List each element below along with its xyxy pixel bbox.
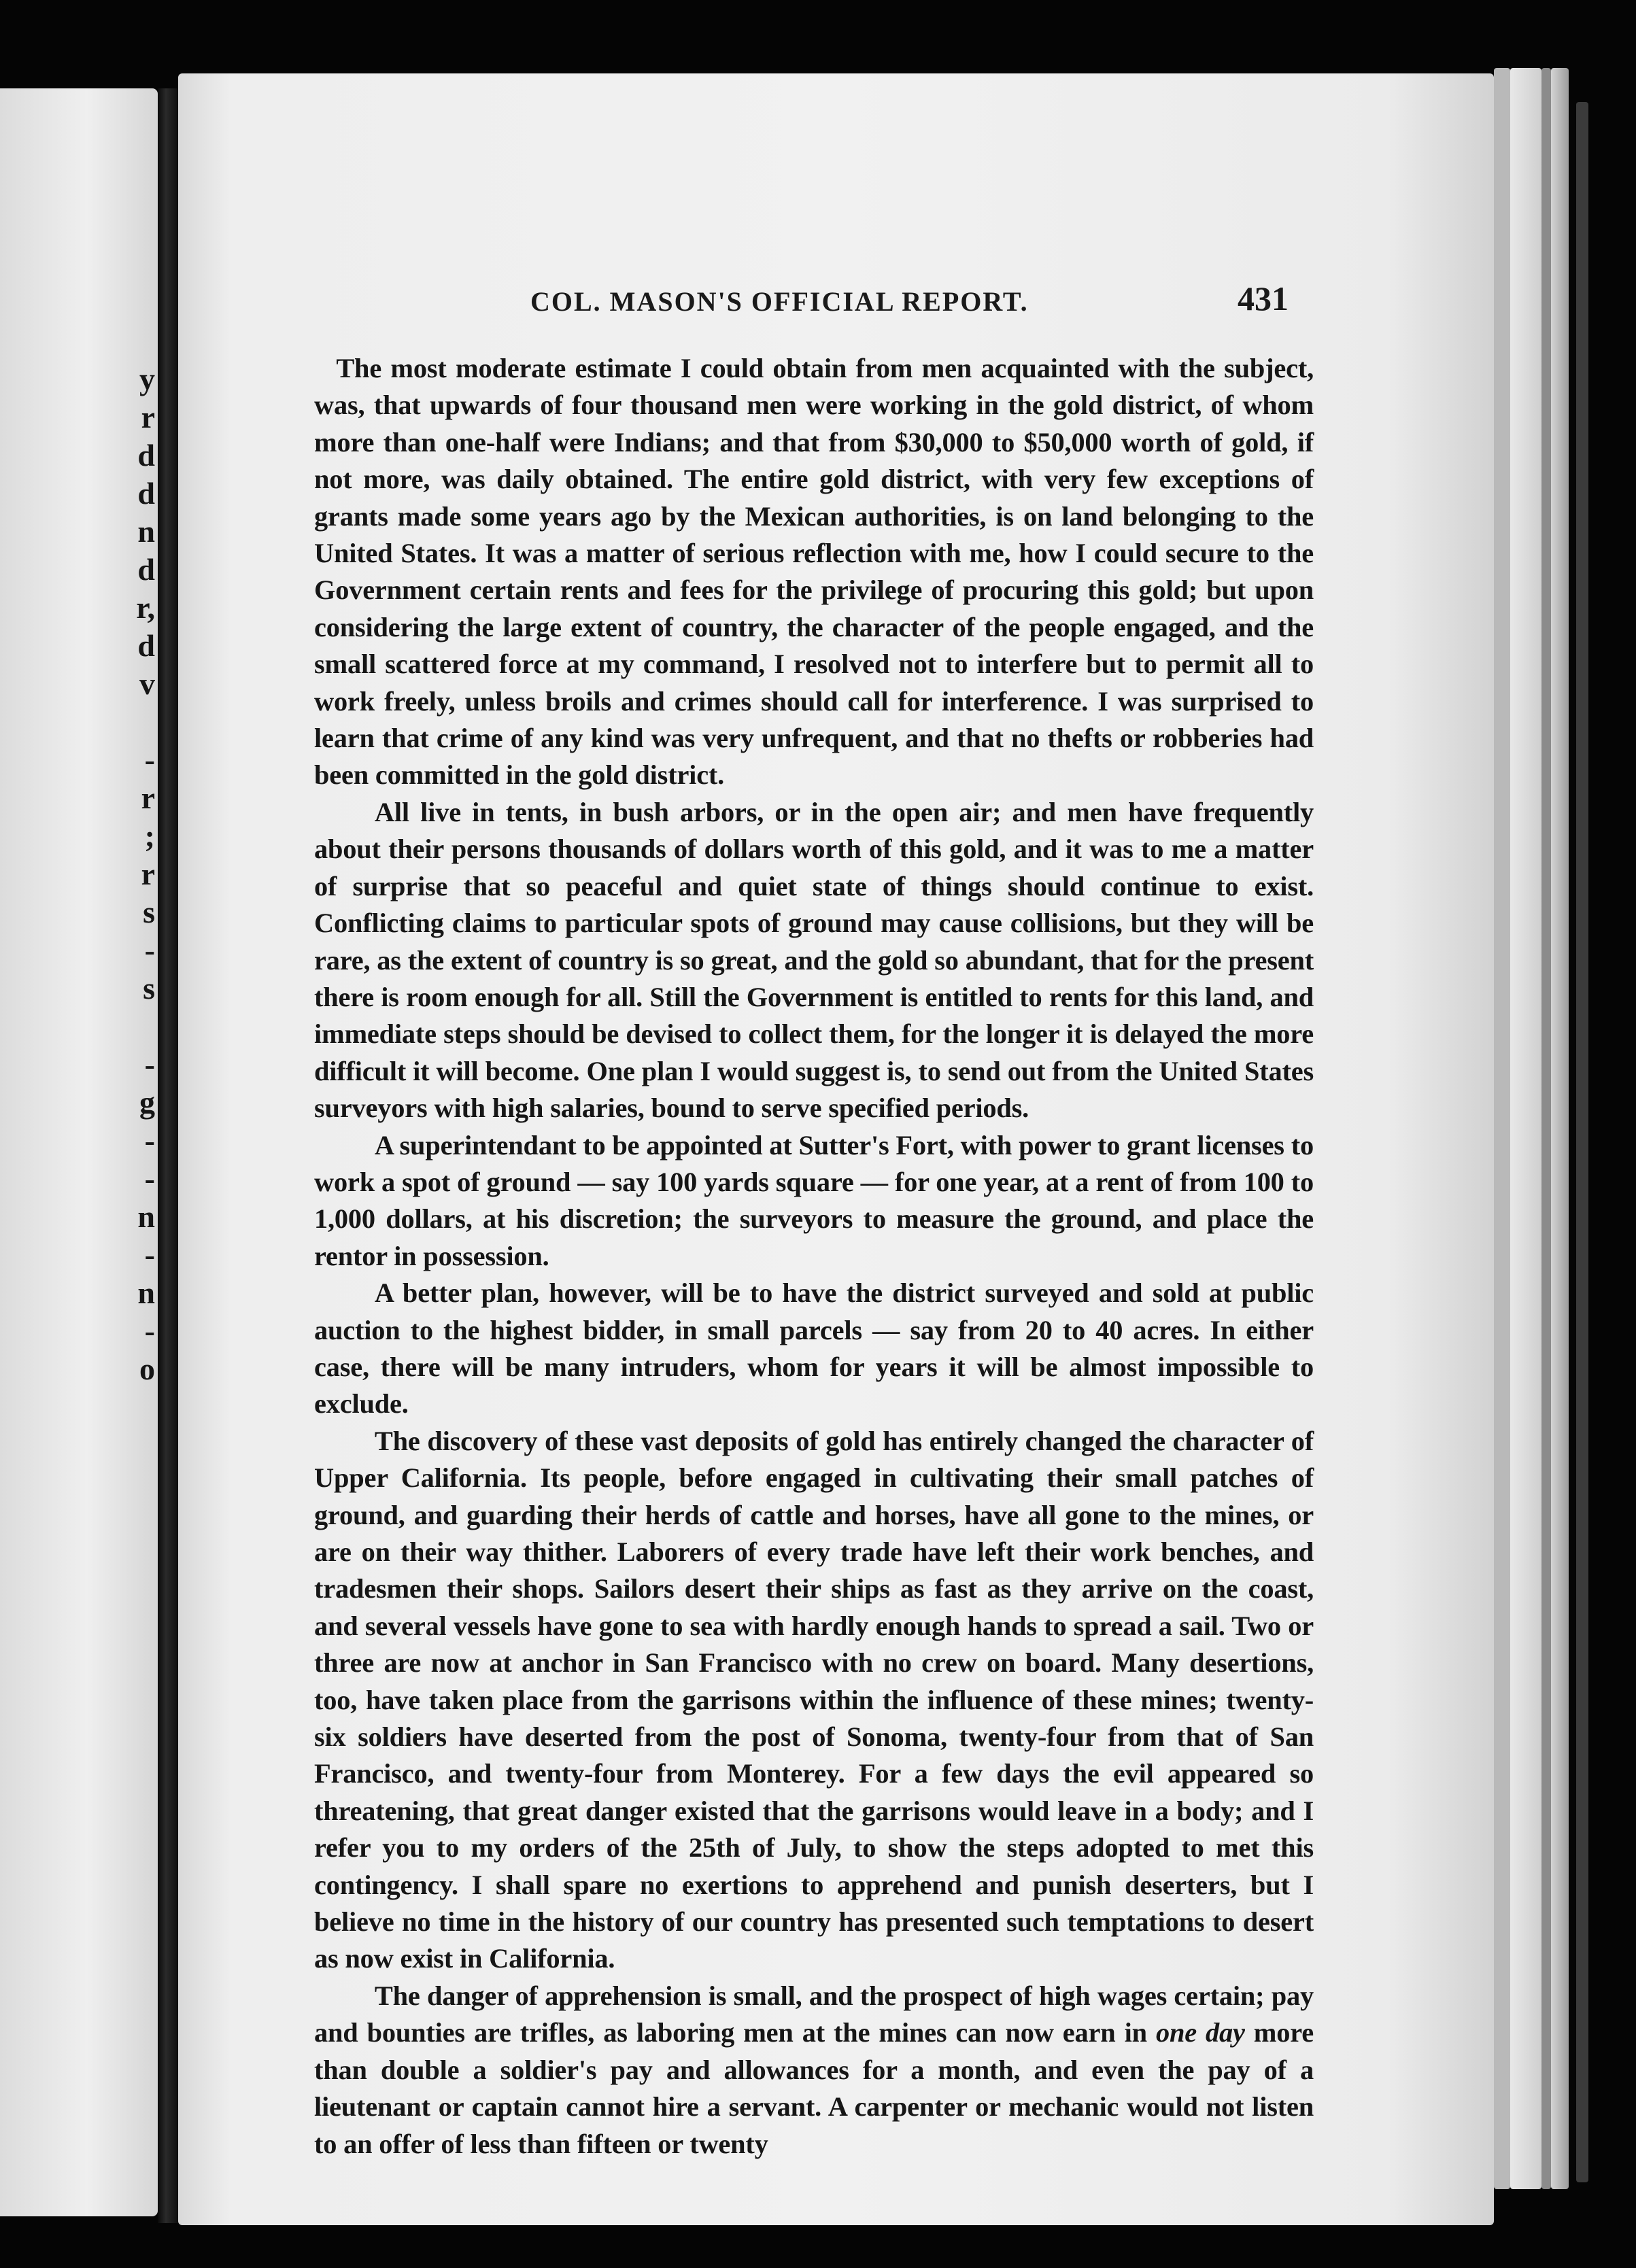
fragment: r, (136, 590, 155, 625)
fragment: s (143, 895, 155, 929)
running-head: COL. MASON'S OFFICIAL REPORT. (530, 286, 1029, 317)
page-stack-edge (1551, 68, 1569, 2189)
fragment: - (144, 1123, 155, 1158)
fragment: r (141, 780, 155, 815)
fragment (128, 1008, 155, 1046)
fragment: - (144, 742, 155, 777)
fragment: v (139, 666, 155, 701)
page-stack-edge (1541, 68, 1551, 2189)
fragment: n (137, 514, 155, 549)
facing-page-text-fragments (128, 360, 155, 1388)
fragment: ; (144, 819, 155, 853)
fragment: n (137, 1275, 155, 1310)
paragraph-6 (314, 1978, 1314, 2163)
page-stack-edge (1576, 102, 1588, 2182)
paragraph-6-lead: The danger of apprehension is small, and the prospect of high wages certain; pay and bounties are trifles, as laboring men at the mines can now earn in (314, 1980, 1314, 2048)
paragraph-5: The discovery of these vast deposits of gold has entirely changed the character of Upper California. Its people, before engaged in cultivating their small patches of ground, and guarding their herds of cattle and horses, have all gone to the mines, or are on their way thither. Laborers of every trade have left their work benches, and tradesmen their shops. Sailors desert their ships as fast as they arrive on the coast, and several vessels have gone to sea with hardly enough hands to spread a sail. Two or three are now at anchor in San Francisco with no crew on board. Many desertions, too, have taken place from the garrisons within the influence of these mines; twenty-six soldiers have deserted from the post of Sonoma, twenty-four from that of San Francisco, and twenty-four from Monterey. For a few days the evil appeared so threatening, that great danger existed that the garrisons would leave in a body; and I refer you to my orders of the 25th of July, to show the steps adopted to met this contingency. I shall spare no exertions to apprehend and punish deserters, but I believe no time in the history of our country has presented such temptations to desert as now exist in California. (314, 1425, 1314, 1974)
fragment: - (144, 1161, 155, 1196)
fragment: - (144, 1313, 155, 1348)
fragment (128, 703, 155, 741)
facing-page-edge (0, 88, 158, 2216)
fragment: g (139, 1085, 155, 1120)
page-number: 431 (1238, 279, 1289, 317)
paragraph-1: The most moderate estimate I could obtain from men acquainted with the subject, was, that upwards of four thousand men were working in the gold district, of whom more than one-half were Indians; and that from $30,000 to $50,000 worth of gold, if not more, was daily obtained. The entire gold district, with very few exceptions of grants made some years ago by the Mexican authorities, is on land belonging to the United States. It was a matter of serious reflection with me, how I could secure to the Government certain rents and fees for the privilege of procuring this gold; but upon considering the large extent of country, the character of the people engaged, and the small scattered force at my command, I resolved not to interfere but to permit all to work freely, unless broils and crimes should call for interference. I was surprised to learn that crime of any kind was very unfrequent, and that no thefts or robberies had been committed in the gold district. (314, 353, 1314, 791)
fragment: o (139, 1352, 155, 1386)
emphasis-one-day: one day (1155, 2017, 1245, 2048)
report-body (314, 350, 1314, 2163)
paragraph-2: All live in tents, in bush arbors, or in the open air; and men have frequently about their persons thousands of dollars worth of this gold, and it was to me a matter of surprise that so peaceful and quiet state of things should continue to exist. Conflicting claims to particular spots of ground may cause collisions, but they will be rare, as the extent of country is so great, and the gold so abundant, that for the present there is room enough for all. Still the Government is entitled to rents for this land, and immediate steps should be devised to collect them, for the longer it is delayed the more difficult it will become. One plan I would suggest is, to send out from the United States surveyors with high salaries, bound to serve specified periods. (314, 796, 1314, 1124)
fragment: - (144, 933, 155, 967)
fragment: n (137, 1199, 155, 1234)
fragment: d (137, 438, 155, 472)
paragraph-6-rest: more than double a soldier's pay and allowances for a month, and even the pay of a lieutenant or captain cannot hire a servant. A carpenter or mechanic would not listen to an offer of less than fifteen or twenty (314, 2017, 1314, 2159)
fragment: d (137, 476, 155, 511)
fragment: s (143, 971, 155, 1006)
page-stack-edge (1510, 68, 1541, 2189)
paragraph-4: A better plan, however, will be to have the district surveyed and sold at public auction to the highest bidder, in small parcels — say from 20 to 40 acres. In either case, there will be many intruders, whom for years it will be almost impossible to exclude. (314, 1277, 1314, 1420)
fragment: d (137, 628, 155, 663)
fragment: - (144, 1237, 155, 1272)
fragment: - (144, 1047, 155, 1082)
paragraph-3: A superintendant to be appointed at Sutter's Fort, with power to grant licenses to work a spot of ground — say 100 yards square — for one year, at a rent of from 100 to 1,000 dollars, at his discretion; the surveyors to measure the ground, and place the rentor in possession. (314, 1129, 1314, 1271)
book-gutter (158, 88, 178, 2223)
page-stack-edge (1494, 68, 1510, 2189)
fragment: d (137, 552, 155, 587)
fragment: y (139, 362, 155, 396)
fragment: r (141, 857, 155, 891)
fragment: r (141, 400, 155, 434)
